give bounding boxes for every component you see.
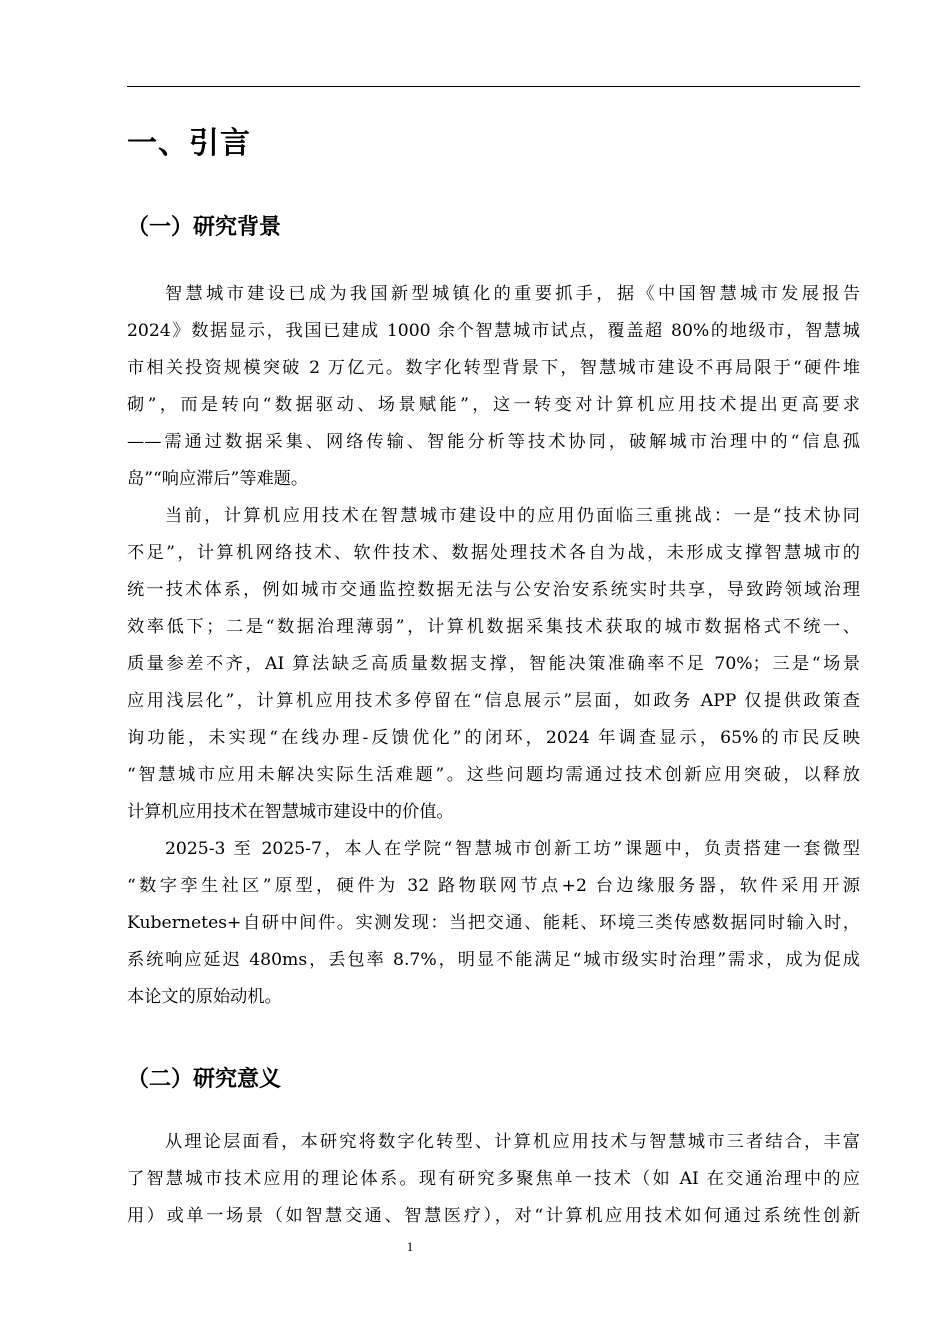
paragraph-line: 市相关投资规模突破 2 万亿元。数字化转型背景下，智慧城市建设不再局限于“硬件堆 bbox=[127, 358, 860, 378]
paragraph-line: 智慧城市建设已成为我国新型城镇化的重要抓手，据《中国智慧城市发展报告 bbox=[165, 284, 860, 304]
paragraph-line: “智慧城市应用未解决实际生活难题”。这些问题均需通过技术创新应用突破，以释放 bbox=[127, 765, 860, 785]
paragraph-line: 应用浅层化”，计算机应用技术多停留在“信息展示”层面，如政务 APP 仅提供政策查 bbox=[127, 691, 860, 711]
section-body-significance bbox=[127, 1124, 860, 1235]
paragraph-line: 用）或单一场景（如智慧交通、智慧医疗），对“计算机应用技术如何通过系统性创新 bbox=[127, 1206, 860, 1226]
paragraph-line: 当前，计算机应用技术在智慧城市建设中的应用仍面临三重挑战：一是“技术协同 bbox=[165, 506, 860, 526]
paragraph-line: 2024》数据显示，我国已建成 1000 余个智慧城市试点，覆盖超 80%的地级市，智慧城 bbox=[127, 321, 860, 341]
paragraph-line: 岛”“响应滞后”等难题。 bbox=[127, 469, 309, 489]
paragraph-line: “数字孪生社区”原型，硬件为 32 路物联网节点+2 台边缘服务器，软件采用开源 bbox=[127, 876, 860, 896]
paragraph-line: 砌”，而是转向“数据驱动、场景赋能”，这一转变对计算机应用技术提出更高要求 bbox=[127, 395, 860, 415]
header-rule bbox=[127, 86, 860, 87]
section-heading-background: （一）研究背景 bbox=[127, 215, 282, 240]
section-heading-significance: （二）研究意义 bbox=[127, 1067, 282, 1092]
paragraph-line: 统一技术体系，例如城市交通监控数据无法与公安治安系统实时共享，导致跨领域治理 bbox=[127, 580, 860, 600]
chapter-heading: 一、引言 bbox=[127, 126, 251, 161]
paragraph-line: 2025-3 至 2025-7，本人在学院“智慧城市创新工坊”课题中，负责搭建一套微型 bbox=[165, 839, 860, 859]
section-body-background bbox=[127, 276, 860, 1016]
paragraph-line: 询功能，未实现“在线办理-反馈优化”的闭环，2024 年调查显示，65%的市民反映 bbox=[127, 728, 860, 748]
paragraph-line: 系统响应延迟 480ms，丢包率 8.7%，明显不能满足“城市级实时治理”需求，成为促成 bbox=[127, 950, 860, 970]
page-number: 1 bbox=[406, 1239, 414, 1254]
paragraph-line: 本论文的原始动机。 bbox=[127, 987, 282, 1007]
paragraph-line: 质量参差不齐，AI 算法缺乏高质量数据支撑，智能决策准确率不足 70%；三是“场景 bbox=[127, 654, 860, 674]
paragraph-line: 效率低下；二是“数据治理薄弱”，计算机数据采集技术获取的城市数据格式不统一、 bbox=[127, 617, 860, 637]
paragraph-line: ——需通过数据采集、网络传输、智能分析等技术协同，破解城市治理中的“信息孤 bbox=[127, 432, 860, 452]
paragraph-line: 计算机应用技术在智慧城市建设中的价值。 bbox=[127, 802, 454, 822]
paragraph-line: 从理论层面看，本研究将数字化转型、计算机应用技术与智慧城市三者结合，丰富 bbox=[165, 1132, 860, 1152]
paragraph-line: 了智慧城市技术应用的理论体系。现有研究多聚焦单一技术（如 AI 在交通治理中的应 bbox=[127, 1169, 860, 1189]
paragraph-line: 不足”，计算机网络技术、软件技术、数据处理技术各自为战，未形成支撑智慧城市的 bbox=[127, 543, 860, 563]
paragraph-line: Kubernetes+自研中间件。实测发现：当把交通、能耗、环境三类传感数据同时输入时， bbox=[127, 913, 860, 933]
